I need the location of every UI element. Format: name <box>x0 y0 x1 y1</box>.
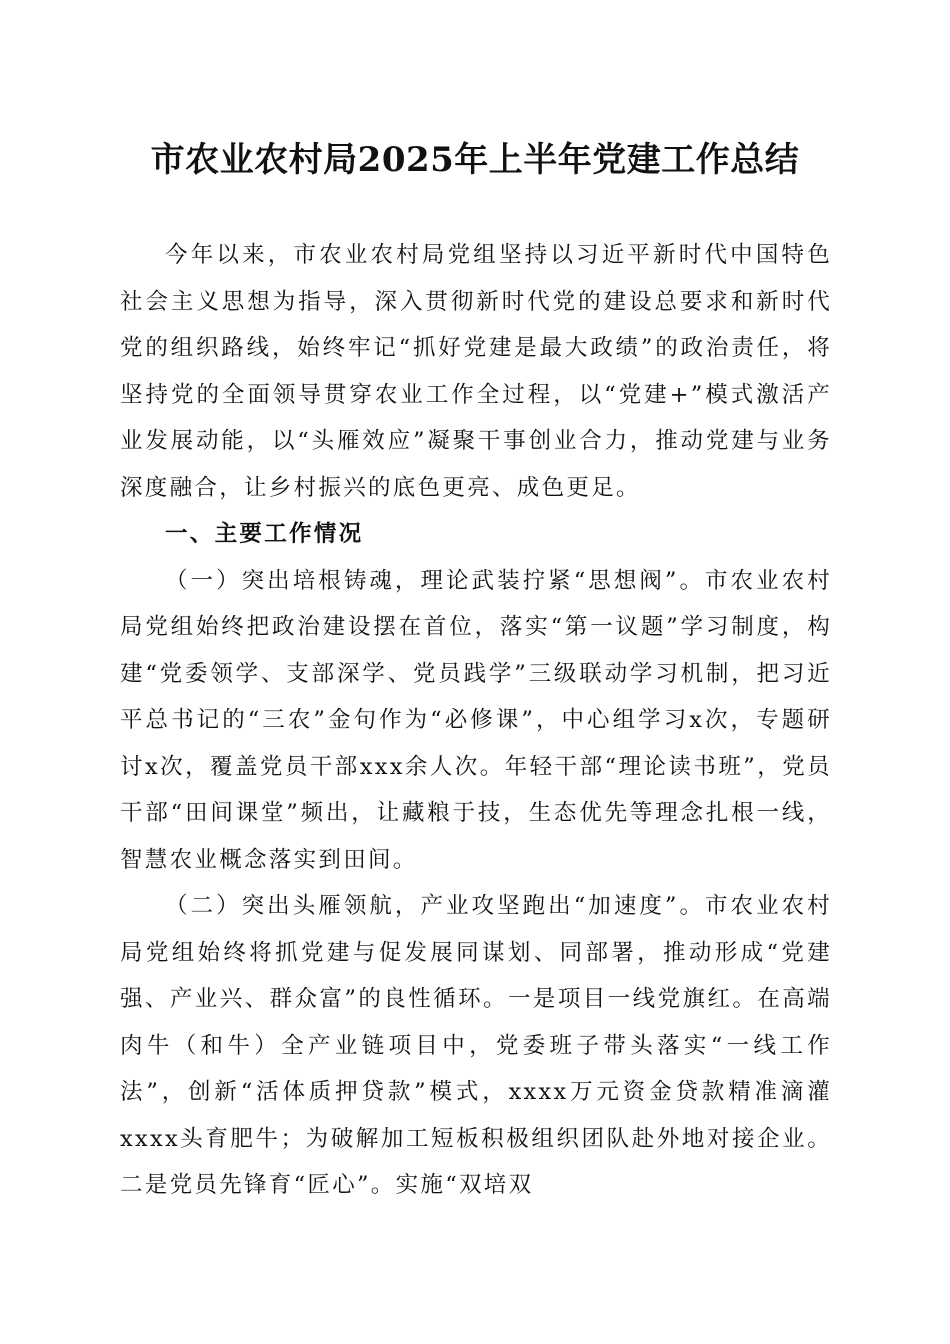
intro-paragraph: 今年以来，市农业农村局党组坚持以习近平新时代中国特色社会主义思想为指导，深入贯彻新时代党的建设总要求和新时代党的组织路线，始终牢记“抓好党建是最大政绩”的政治责任，将坚持党的全面领导贯穿农业工作全过程，以“党建+”模式激活产业发展动能，以“头雁效应”凝聚干事创业合力，推动党建与业务深度融合，让乡村振兴的底色更亮、成色更足。 <box>120 242 832 501</box>
paragraph-industry-development: （二）突出头雁领航，产业攻坚跑出“加速度”。市农业农村局党组始终将抓党建与促发展同谋划、同部署，推动形成“党建强、产业兴、群众富”的良性循环。一是项目一线党旗红。在高端肉牛（和牛）全产业链项目中，党委班子带头落实“一线工作法”，创新“活体质押贷款”模式，xxxx万元资金贷款精准滴灌xxxx头育肥牛；为破解加工短板积极组织团队赴外地对接企业。二是党员先锋育“匠心”。实施“双培双 <box>120 893 832 1198</box>
document-title: 市农业农村局2025年上半年党建工作总结 <box>150 140 800 180</box>
section-heading-main-work: 一、主要工作情况 <box>165 521 364 547</box>
paragraph-theory-study: （一）突出培根铸魂，理论武装拧紧“思想阀”。市农业农村局党组始终把政治建设摆在首位，落实“第一议题”学习制度，构建“党委领学、支部深学、党员践学”三级联动学习机制，把习近平总书记的“三农”金句作为“必修课”，中心组学习x次，专题研讨x次，覆盖党员干部xxx余人次。年轻干部“理论读书班”，党员干部“田间课堂”频出，让藏粮于技，生态优先等理念扎根一线，智慧农业概念落实到田间。 <box>120 567 832 873</box>
document-body <box>120 232 832 1209</box>
